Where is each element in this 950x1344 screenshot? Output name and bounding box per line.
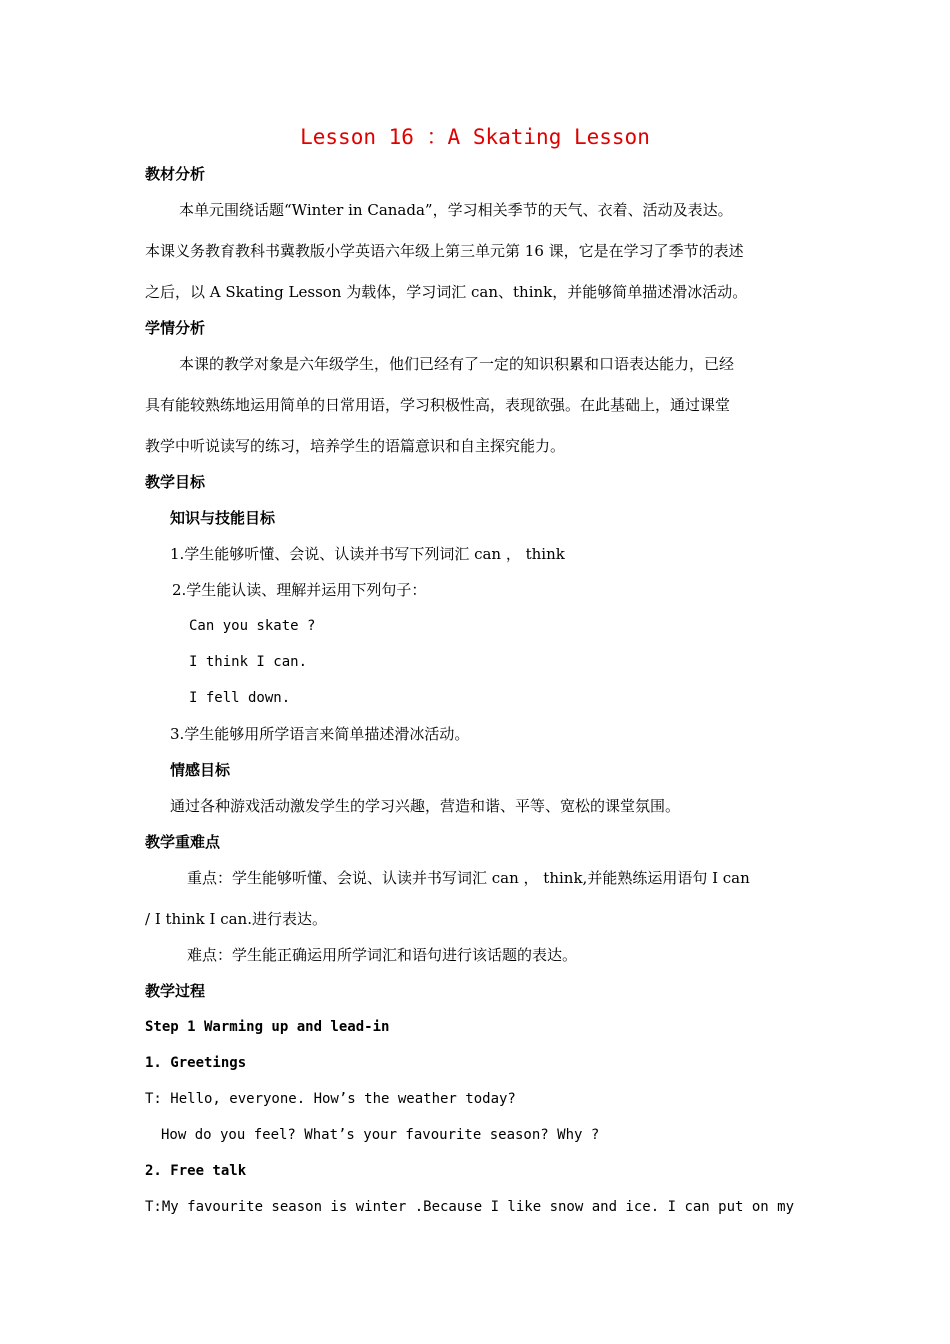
section-heading-objectives: 教学目标 [145,473,206,491]
paragraph-line: 重点：学生能够听懂、会说、认读并书写词汇 can ， think,并能熟练运用语句 I can [187,869,750,887]
paragraph-line: 本课的教学对象是六年级学生，他们已经有了一定的知识积累和口语表达能力，已经 [179,355,735,373]
subsection-heading: 1. Greetings [145,1055,247,1071]
dialogue-line: T:My favourite season is winter .Because I like snow and ice. I can put on my [145,1199,795,1215]
objective-item: 3.学生能够用所学语言来简单描述滑冰活动。 [170,725,470,743]
example-sentence: Can you skate ? [189,618,316,634]
section-heading-process: 教学过程 [145,982,206,1000]
dialogue-line: T: Hello, everyone. How’s the weather today? [145,1091,516,1107]
objective-item: 1.学生能够听懂、会说、认读并书写下列词汇 can ， think [170,545,565,563]
paragraph-line: / I think I can.进行表达。 [145,910,327,928]
section-heading-student-analysis: 学情分析 [145,319,206,337]
paragraph-line: 难点：学生能正确运用所学词汇和语句进行该话题的表达。 [187,946,578,964]
objective-item: 2.学生能认读、理解并运用下列句子： [172,581,427,599]
section-heading-key-points: 教学重难点 [145,833,221,851]
paragraph-line: 具有能较熟练地运用简单的日常用语，学习积极性高，表现欲强。在此基础上，通过课堂 [145,396,731,414]
subheading-affective: 情感目标 [170,761,231,779]
paragraph-line: 通过各种游戏活动激发学生的学习兴趣，营造和谐、平等、宽松的课堂氛围。 [170,797,681,815]
paragraph-line: 之后，以 A Skating Lesson 为载体，学习词汇 can、think，并能够简单描述滑冰活动。 [145,283,748,301]
subsection-heading: 2. Free talk [145,1163,247,1179]
paragraph-line: 本课义务教育教科书冀教版小学英语六年级上第三单元第 16 课，它是在学习了季节的表述 [145,242,744,260]
page-title: Lesson 16 ：A Skating Lesson [300,125,650,149]
example-sentence: I think I can. [189,654,308,670]
subheading-knowledge-skills: 知识与技能目标 [170,509,276,527]
section-heading-textbook-analysis: 教材分析 [145,165,206,183]
paragraph-line: 本单元围绕话题“Winter in Canada”，学习相关季节的天气、衣着、活动及表达。 [179,201,733,219]
example-sentence: I fell down. [189,690,291,706]
paragraph-line: 教学中听说读写的练习，培养学生的语篇意识和自主探究能力。 [145,437,566,455]
step-heading: Step 1 Warming up and lead-in [145,1019,390,1035]
dialogue-line: How do you feel? What’s your favourite season? Why ? [161,1127,600,1143]
